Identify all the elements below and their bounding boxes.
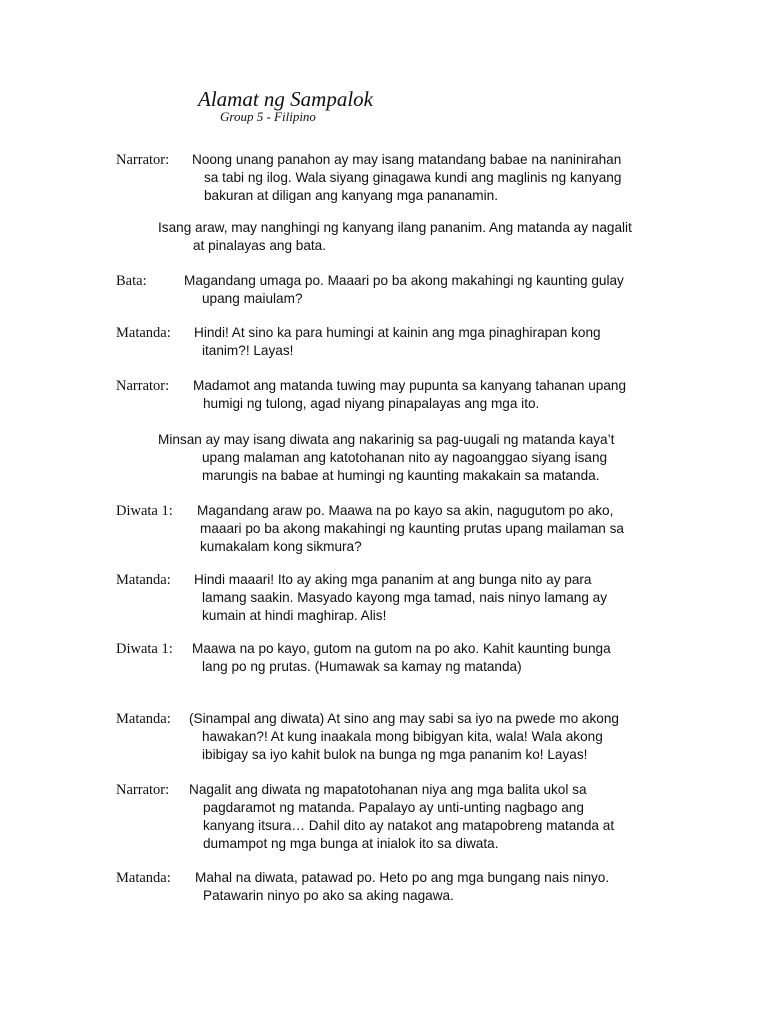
dialogue-line: lamang saakin. Masyado kayong mga tamad, nais ninyo lamang ay bbox=[202, 590, 608, 605]
dialogue-line: itanim?! Layas! bbox=[202, 343, 294, 358]
dialogue-line: bakuran at diligan ang kanyang mga pananamin. bbox=[204, 188, 498, 203]
dialogue-line: Mahal na diwata, patawad po. Heto po ang mga bungang nais ninyo. bbox=[195, 870, 610, 885]
dialogue-line: Maawa na po kayo, gutom na gutom na po ako. Kahit kaunting bunga bbox=[192, 641, 611, 656]
speaker-label: Narrator: bbox=[116, 152, 170, 168]
speaker-label: Narrator: bbox=[116, 782, 170, 798]
dialogue-line: Nagalit ang diwata ng mapatotohanan niya ang mga balita ukol sa bbox=[189, 782, 587, 797]
dialogue-line: ibibigay sa iyo kahit bulok na bunga ng mga pananim ko! Layas! bbox=[202, 747, 588, 762]
dialogue-line: Madamot ang matanda tuwing may pupunta sa kanyang tahanan upang bbox=[193, 378, 627, 393]
dialogue-line: Magandang umaga po. Maaari po ba akong makahingi ng kaunting gulay bbox=[184, 273, 624, 288]
dialogue-line: kumain at hindi maghirap. Alis! bbox=[202, 608, 387, 623]
speaker-label: Bata: bbox=[116, 273, 147, 289]
dialogue-line: kanyang itsura… Dahil dito ay natakot ang matapobreng matanda at bbox=[203, 818, 615, 833]
dialogue-line: maaari po ba akong makahingi ng kaunting prutas upang mailaman sa bbox=[200, 521, 624, 536]
speaker-label: Matanda: bbox=[116, 572, 171, 588]
dialogue-line: at pinalayas ang bata. bbox=[193, 238, 327, 253]
dialogue-line: Noong unang panahon ay may isang matandang babae na naninirahan bbox=[192, 152, 622, 167]
dialogue-line: (Sinampal ang diwata) At sino ang may sabi sa iyo na pwede mo akong bbox=[189, 711, 619, 726]
dialogue-line: hawakan?! At kung inaakala mong bibigyan kita, wala! Wala akong bbox=[202, 729, 603, 744]
dialogue-line: humigi ng tulong, agad niyang pinapalayas ang mga ito. bbox=[203, 396, 540, 411]
speaker-label: Narrator: bbox=[116, 378, 170, 394]
speaker-label: Diwata 1: bbox=[116, 641, 173, 657]
dialogue-line: Magandang araw po. Maawa na po kayo sa akin, nagugutom po ako, bbox=[197, 503, 614, 518]
speaker-label: Matanda: bbox=[116, 325, 171, 341]
dialogue-line: Patawarin ninyo po ako sa aking nagawa. bbox=[203, 888, 454, 903]
dialogue-line: kumakalam kong sikmura? bbox=[200, 539, 362, 554]
dialogue-line: upang malaman ang katotohanan nito ay nagoanggao siyang isang bbox=[202, 450, 608, 465]
document-subtitle: Group 5 - Filipino bbox=[220, 109, 316, 124]
speaker-label: Matanda: bbox=[116, 711, 171, 727]
speaker-label: Diwata 1: bbox=[116, 503, 173, 519]
dialogue-line: marungis na babae at humingi ng kaunting makakain sa matanda. bbox=[202, 468, 600, 483]
dialogue-line: pagdaramot ng matanda. Papalayo ay unti-unting nagbago ang bbox=[203, 800, 584, 815]
dialogue-line: lang po ng prutas. (Humawak sa kamay ng matanda) bbox=[202, 659, 522, 674]
dialogue-line: dumampot ng mga bunga at inialok ito sa diwata. bbox=[203, 836, 499, 851]
dialogue-line: upang maiulam? bbox=[202, 291, 303, 306]
dialogue-line: Minsan ay may isang diwata ang nakarinig sa pag-uugali ng matanda kaya’t bbox=[158, 432, 615, 447]
dialogue-line: Hindi! At sino ka para humingi at kainin ang mga pinaghirapan kong bbox=[194, 325, 601, 340]
speaker-label: Matanda: bbox=[116, 870, 171, 886]
dialogue-line: Hindi maaari! Ito ay aking mga pananim at ang bunga nito ay para bbox=[194, 572, 592, 587]
document-title: Alamat ng Sampalok bbox=[198, 87, 373, 111]
dialogue-line: Isang araw, may nanghingi ng kanyang ilang pananim. Ang matanda ay nagalit bbox=[158, 220, 632, 235]
dialogue-line: sa tabi ng ilog. Wala siyang ginagawa kundi ang maglinis ng kanyang bbox=[204, 170, 622, 185]
